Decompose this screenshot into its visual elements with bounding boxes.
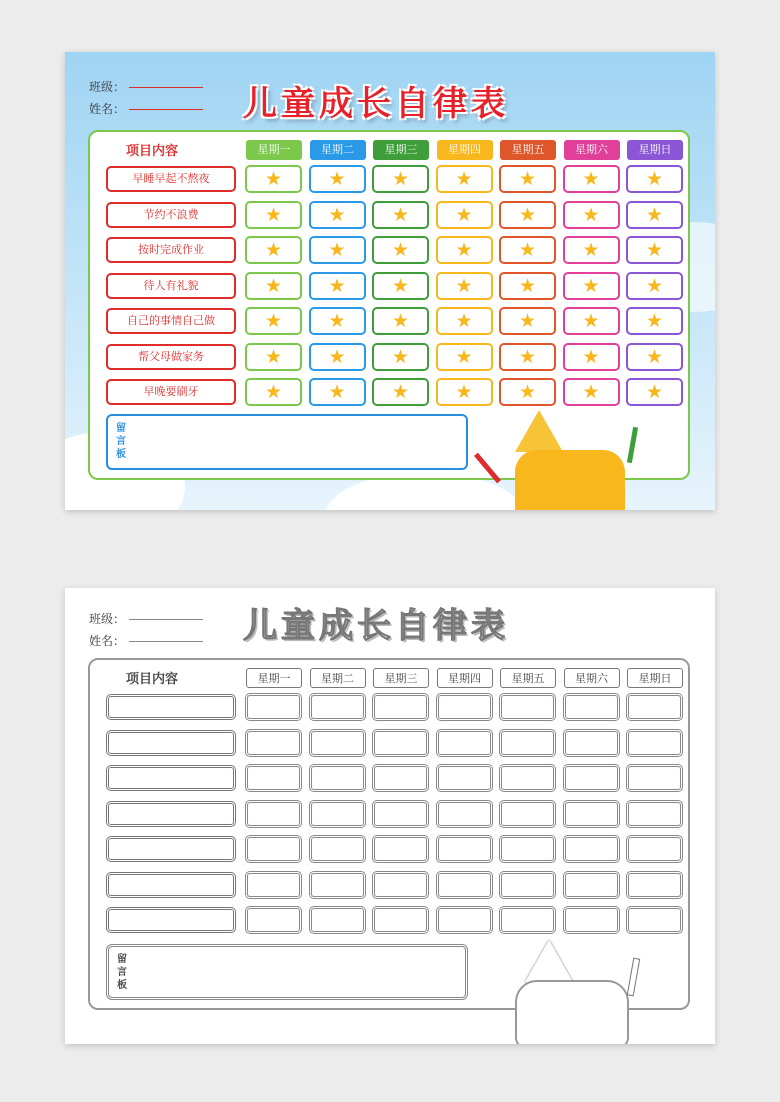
star-cell[interactable] xyxy=(626,201,683,229)
empty-cell[interactable] xyxy=(563,906,620,934)
empty-cell[interactable] xyxy=(499,729,556,757)
empty-cell[interactable] xyxy=(563,871,620,899)
star-icon: ★ xyxy=(582,203,600,226)
star-icon: ★ xyxy=(645,168,664,190)
star-icon: ★ xyxy=(264,168,283,190)
task-label xyxy=(106,836,236,862)
empty-cell[interactable] xyxy=(499,693,556,721)
day-header-6: 星期六 xyxy=(564,668,620,688)
day-header-6: 星期六 xyxy=(564,140,620,160)
empty-cell[interactable] xyxy=(626,906,683,934)
table-header-label: 项目内容 xyxy=(126,144,179,159)
empty-cell[interactable] xyxy=(563,835,620,863)
empty-cell[interactable] xyxy=(309,906,366,934)
task-label xyxy=(106,907,236,933)
star-icon: ★ xyxy=(328,381,346,403)
star-icon: ★ xyxy=(264,310,283,332)
star-icon: ★ xyxy=(264,345,283,368)
star-icon: ★ xyxy=(328,203,346,226)
empty-cell[interactable] xyxy=(309,800,366,828)
star-icon: ★ xyxy=(645,381,664,403)
star-cell[interactable] xyxy=(499,307,556,335)
star-cell[interactable] xyxy=(436,272,493,300)
star-icon: ★ xyxy=(264,203,283,226)
star-cell[interactable] xyxy=(372,307,429,335)
star-icon: ★ xyxy=(328,239,346,261)
day-header-4: 星期四 xyxy=(437,140,493,160)
star-icon: ★ xyxy=(391,381,410,403)
name-field[interactable] xyxy=(89,632,203,649)
star-icon: ★ xyxy=(455,345,473,368)
star-icon: ★ xyxy=(264,381,283,403)
task-label: 早晚要刷牙 xyxy=(106,379,236,405)
star-cell[interactable] xyxy=(372,236,429,264)
empty-cell[interactable] xyxy=(309,729,366,757)
empty-cell[interactable] xyxy=(436,764,493,792)
star-cell[interactable] xyxy=(309,272,366,300)
task-label: 待人有礼貌 xyxy=(106,273,236,299)
star-icon: ★ xyxy=(264,239,283,261)
class-line xyxy=(129,87,203,88)
star-icon: ★ xyxy=(455,310,473,332)
star-cell[interactable] xyxy=(309,307,366,335)
class-label: 班级： xyxy=(89,80,126,94)
empty-cell[interactable] xyxy=(499,871,556,899)
star-icon: ★ xyxy=(391,345,410,368)
star-icon: ★ xyxy=(645,345,664,368)
star-cell[interactable] xyxy=(499,378,556,406)
star-icon: ★ xyxy=(582,310,600,332)
day-header-1: 星期一 xyxy=(246,140,302,160)
star-icon: ★ xyxy=(645,203,664,226)
empty-cell[interactable] xyxy=(563,729,620,757)
empty-cell[interactable] xyxy=(372,729,429,757)
empty-cell[interactable] xyxy=(626,835,683,863)
lineart-chart-sheet xyxy=(65,588,715,1044)
star-cell[interactable] xyxy=(626,165,683,193)
empty-cell[interactable] xyxy=(499,835,556,863)
star-icon: ★ xyxy=(582,274,600,297)
star-cell[interactable] xyxy=(372,343,429,371)
star-icon: ★ xyxy=(645,239,664,261)
star-icon: ★ xyxy=(391,239,410,261)
empty-cell[interactable] xyxy=(563,693,620,721)
day-header-3: 星期三 xyxy=(373,668,429,688)
star-cell[interactable] xyxy=(245,165,302,193)
task-label xyxy=(106,872,236,898)
day-header-1: 星期一 xyxy=(246,668,302,688)
star-icon: ★ xyxy=(582,381,600,403)
task-label xyxy=(106,765,236,791)
star-cell[interactable] xyxy=(563,165,620,193)
star-cell[interactable] xyxy=(245,272,302,300)
day-header-4: 星期四 xyxy=(437,668,493,688)
star-cell[interactable] xyxy=(372,201,429,229)
message-board[interactable] xyxy=(106,414,468,470)
empty-cell[interactable] xyxy=(372,835,429,863)
star-icon: ★ xyxy=(518,274,537,297)
star-cell[interactable] xyxy=(372,272,429,300)
empty-cell[interactable] xyxy=(436,800,493,828)
triangle-ruler-icon xyxy=(525,940,573,982)
star-icon: ★ xyxy=(391,310,410,332)
colored-chart-sheet xyxy=(65,52,715,510)
star-icon: ★ xyxy=(455,381,473,403)
day-header-7: 星期日 xyxy=(627,668,683,688)
star-icon: ★ xyxy=(455,203,473,226)
task-label xyxy=(106,694,236,720)
empty-cell[interactable] xyxy=(563,800,620,828)
day-header-3: 星期三 xyxy=(373,140,429,160)
empty-cell[interactable] xyxy=(245,871,302,899)
day-header-5: 星期五 xyxy=(500,668,556,688)
empty-cell[interactable] xyxy=(245,729,302,757)
chart-panel xyxy=(88,658,690,1010)
empty-cell[interactable] xyxy=(372,693,429,721)
day-header-5: 星期五 xyxy=(500,140,556,160)
day-header-2: 星期二 xyxy=(310,668,366,688)
star-icon: ★ xyxy=(455,239,473,261)
task-label xyxy=(106,801,236,827)
task-label: 自己的事情自己做 xyxy=(106,308,236,334)
star-cell[interactable] xyxy=(436,307,493,335)
star-cell[interactable] xyxy=(309,343,366,371)
star-cell[interactable] xyxy=(563,378,620,406)
star-icon: ★ xyxy=(518,168,537,190)
star-cell[interactable] xyxy=(626,343,683,371)
empty-cell[interactable] xyxy=(372,764,429,792)
task-label xyxy=(106,730,236,756)
star-cell[interactable] xyxy=(499,343,556,371)
empty-cell[interactable] xyxy=(626,729,683,757)
star-cell[interactable] xyxy=(309,378,366,406)
star-cell[interactable] xyxy=(626,236,683,264)
star-cell[interactable] xyxy=(372,378,429,406)
day-header-2: 星期二 xyxy=(310,140,366,160)
empty-cell[interactable] xyxy=(626,764,683,792)
star-cell[interactable] xyxy=(309,236,366,264)
star-cell[interactable] xyxy=(563,201,620,229)
empty-cell[interactable] xyxy=(245,693,302,721)
class-field[interactable] xyxy=(89,610,203,627)
star-cell[interactable] xyxy=(499,236,556,264)
class-line xyxy=(129,619,203,620)
page-title: 儿童成长自律表 xyxy=(243,606,509,646)
star-cell[interactable] xyxy=(499,201,556,229)
name-field[interactable] xyxy=(89,100,203,117)
empty-cell[interactable] xyxy=(499,800,556,828)
page-title: 儿童成长自律表 xyxy=(243,84,509,124)
star-cell[interactable] xyxy=(563,343,620,371)
star-cell[interactable] xyxy=(436,165,493,193)
class-field[interactable] xyxy=(89,78,203,95)
empty-cell[interactable] xyxy=(309,835,366,863)
star-icon: ★ xyxy=(645,274,664,297)
empty-cell[interactable] xyxy=(626,800,683,828)
empty-cell[interactable] xyxy=(245,906,302,934)
name-label: 姓名： xyxy=(89,102,126,116)
star-cell[interactable] xyxy=(563,236,620,264)
star-cell[interactable] xyxy=(309,201,366,229)
triangle-ruler-icon xyxy=(515,410,563,452)
empty-cell[interactable] xyxy=(563,764,620,792)
star-cell[interactable] xyxy=(245,236,302,264)
task-label: 按时完成作业 xyxy=(106,237,236,263)
empty-cell[interactable] xyxy=(436,729,493,757)
message-board-label: 留言板 xyxy=(116,423,126,460)
name-line xyxy=(129,641,203,642)
backpack-icon xyxy=(515,980,629,1044)
empty-cell[interactable] xyxy=(436,835,493,863)
star-cell[interactable] xyxy=(499,272,556,300)
task-label: 早睡早起不熬夜 xyxy=(106,166,236,192)
star-icon: ★ xyxy=(518,345,537,368)
star-icon: ★ xyxy=(455,168,473,190)
empty-cell[interactable] xyxy=(626,693,683,721)
task-label: 节约不浪费 xyxy=(106,202,236,228)
star-icon: ★ xyxy=(328,310,346,332)
star-icon: ★ xyxy=(518,203,537,226)
table-header-label: 项目内容 xyxy=(126,672,179,687)
backpack-icon xyxy=(515,450,625,510)
empty-cell[interactable] xyxy=(245,800,302,828)
task-label: 帮父母做家务 xyxy=(106,344,236,370)
star-cell[interactable] xyxy=(563,272,620,300)
empty-cell[interactable] xyxy=(245,764,302,792)
star-cell[interactable] xyxy=(626,378,683,406)
star-cell[interactable] xyxy=(626,307,683,335)
star-icon: ★ xyxy=(582,168,600,190)
star-cell[interactable] xyxy=(563,307,620,335)
star-icon: ★ xyxy=(518,239,537,261)
empty-cell[interactable] xyxy=(626,871,683,899)
star-icon: ★ xyxy=(264,274,283,297)
star-icon: ★ xyxy=(328,345,346,368)
empty-cell[interactable] xyxy=(372,906,429,934)
chart-panel xyxy=(88,130,690,480)
star-cell[interactable] xyxy=(436,236,493,264)
empty-cell[interactable] xyxy=(436,693,493,721)
star-icon: ★ xyxy=(391,168,410,190)
empty-cell[interactable] xyxy=(499,764,556,792)
star-cell[interactable] xyxy=(245,307,302,335)
star-cell[interactable] xyxy=(626,272,683,300)
star-cell[interactable] xyxy=(372,165,429,193)
star-cell[interactable] xyxy=(245,343,302,371)
name-label: 姓名： xyxy=(89,634,126,648)
empty-cell[interactable] xyxy=(309,693,366,721)
empty-cell[interactable] xyxy=(309,871,366,899)
star-icon: ★ xyxy=(582,239,600,261)
day-header-7: 星期日 xyxy=(627,140,683,160)
empty-cell[interactable] xyxy=(499,906,556,934)
star-icon: ★ xyxy=(455,274,473,297)
name-line xyxy=(129,109,203,110)
star-icon: ★ xyxy=(582,345,600,368)
star-cell[interactable] xyxy=(309,165,366,193)
star-cell[interactable] xyxy=(499,165,556,193)
star-icon: ★ xyxy=(645,310,664,332)
empty-cell[interactable] xyxy=(436,906,493,934)
star-cell[interactable] xyxy=(436,378,493,406)
empty-cell[interactable] xyxy=(436,871,493,899)
star-cell[interactable] xyxy=(436,343,493,371)
star-icon: ★ xyxy=(518,381,537,403)
empty-cell[interactable] xyxy=(372,800,429,828)
star-cell[interactable] xyxy=(245,201,302,229)
message-board-label: 留言板 xyxy=(117,954,127,991)
empty-cell[interactable] xyxy=(372,871,429,899)
star-icon: ★ xyxy=(518,310,537,332)
class-label: 班级： xyxy=(89,612,126,626)
star-icon: ★ xyxy=(328,274,346,297)
star-cell[interactable] xyxy=(245,378,302,406)
message-board[interactable] xyxy=(106,944,468,1000)
star-icon: ★ xyxy=(328,168,346,190)
star-icon: ★ xyxy=(391,274,410,297)
star-cell[interactable] xyxy=(436,201,493,229)
empty-cell[interactable] xyxy=(245,835,302,863)
empty-cell[interactable] xyxy=(309,764,366,792)
star-icon: ★ xyxy=(391,203,410,226)
